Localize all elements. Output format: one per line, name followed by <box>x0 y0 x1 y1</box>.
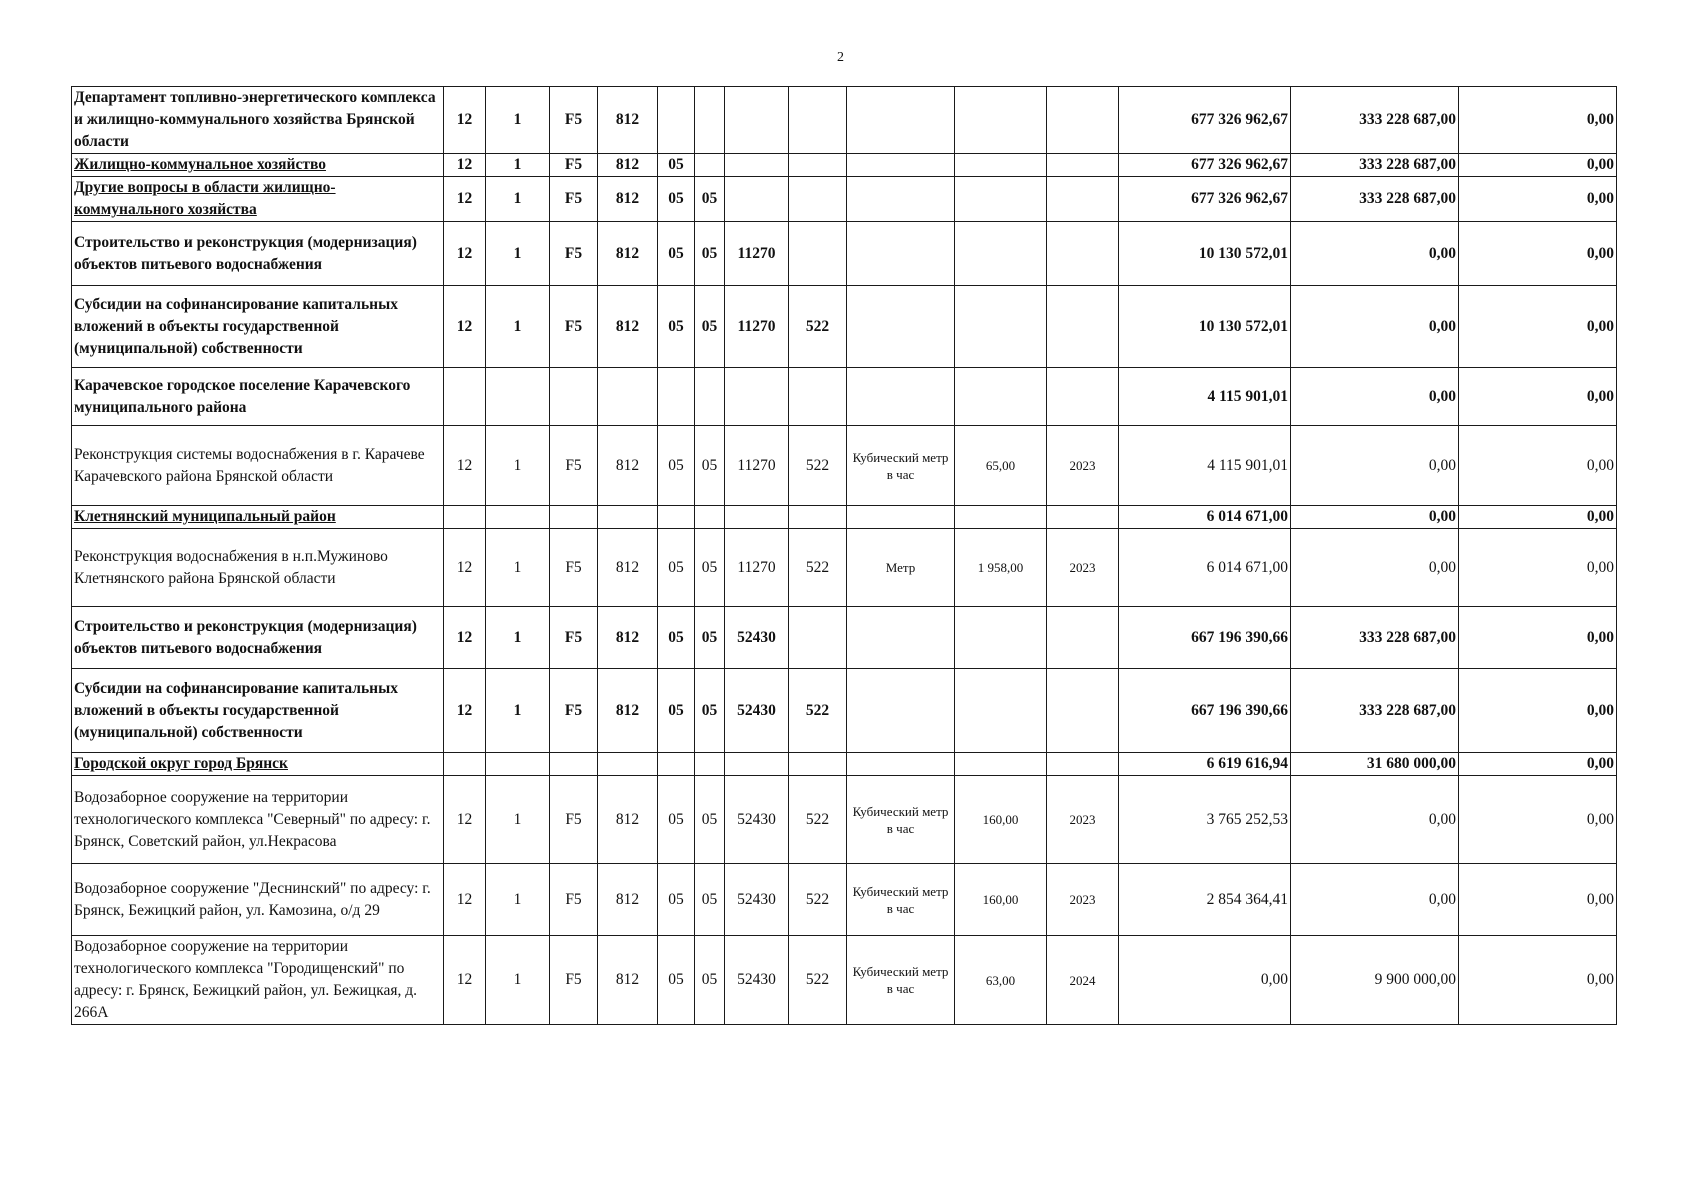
cell-c7: 11270 <box>725 426 789 506</box>
cell-c7: 52430 <box>725 936 789 1025</box>
cell-c5: 05 <box>658 529 695 607</box>
cell-v2: 333 228 687,00 <box>1291 177 1459 222</box>
cell-unit <box>847 177 955 222</box>
cell-v2: 0,00 <box>1291 776 1459 864</box>
cell-c2: 1 <box>486 936 550 1025</box>
cell-capacity <box>955 286 1047 368</box>
cell-name: Водозаборное сооружение "Деснинский" по адресу: г. Брянск, Бежицкий район, ул. Камозина, о/д 29 <box>72 864 444 936</box>
cell-v2: 0,00 <box>1291 864 1459 936</box>
cell-c3: F5 <box>550 286 598 368</box>
cell-name: Субсидии на софинансирование капитальных вложений в объекты государственной (муниципальной) собственности <box>72 286 444 368</box>
cell-c8 <box>789 177 847 222</box>
cell-c4: 812 <box>598 222 658 286</box>
cell-name: Клетнянский муниципальный район <box>72 506 444 529</box>
table-row <box>72 607 1617 669</box>
table-row <box>72 177 1617 222</box>
cell-name: Субсидии на софинансирование капитальных вложений в объекты государственной (муниципальной) собственности <box>72 669 444 753</box>
cell-capacity <box>955 669 1047 753</box>
cell-v2: 333 228 687,00 <box>1291 154 1459 177</box>
cell-unit <box>847 154 955 177</box>
cell-name: Карачевское городское поселение Карачевского муниципального района <box>72 368 444 426</box>
cell-year <box>1047 222 1119 286</box>
cell-c1: 12 <box>444 669 486 753</box>
cell-year <box>1047 154 1119 177</box>
cell-v1: 667 196 390,66 <box>1119 669 1291 753</box>
cell-c2: 1 <box>486 154 550 177</box>
cell-c4 <box>598 368 658 426</box>
cell-unit <box>847 669 955 753</box>
cell-c5: 05 <box>658 177 695 222</box>
cell-c8 <box>789 222 847 286</box>
cell-v3: 0,00 <box>1459 864 1617 936</box>
cell-v3: 0,00 <box>1459 753 1617 776</box>
cell-c8 <box>789 368 847 426</box>
table-row <box>72 753 1617 776</box>
cell-c4 <box>598 506 658 529</box>
cell-c5 <box>658 753 695 776</box>
cell-c8: 522 <box>789 864 847 936</box>
cell-v2: 0,00 <box>1291 368 1459 426</box>
cell-c6: 05 <box>695 222 725 286</box>
cell-name: Водозаборное сооружение на территории технологического комплекса "Городищенский" по адресу: г. Брянск, Бежицкий район, ул. Бежицкая, д. 266А <box>72 936 444 1025</box>
cell-v3: 0,00 <box>1459 368 1617 426</box>
cell-c7 <box>725 368 789 426</box>
cell-c3 <box>550 506 598 529</box>
cell-c5: 05 <box>658 426 695 506</box>
cell-c3: F5 <box>550 669 598 753</box>
cell-c3: F5 <box>550 426 598 506</box>
cell-v3: 0,00 <box>1459 222 1617 286</box>
cell-c8 <box>789 607 847 669</box>
cell-c1 <box>444 753 486 776</box>
cell-capacity: 160,00 <box>955 776 1047 864</box>
cell-c2: 1 <box>486 426 550 506</box>
cell-c8: 522 <box>789 426 847 506</box>
cell-c3: F5 <box>550 222 598 286</box>
cell-year <box>1047 87 1119 154</box>
table-row <box>72 506 1617 529</box>
table-row <box>72 776 1617 864</box>
cell-c3: F5 <box>550 177 598 222</box>
cell-c4: 812 <box>598 177 658 222</box>
cell-c1: 12 <box>444 177 486 222</box>
cell-c3: F5 <box>550 776 598 864</box>
cell-year <box>1047 607 1119 669</box>
cell-c2: 1 <box>486 222 550 286</box>
cell-c6: 05 <box>695 426 725 506</box>
cell-c1: 12 <box>444 776 486 864</box>
cell-c1: 12 <box>444 426 486 506</box>
cell-v1: 677 326 962,67 <box>1119 87 1291 154</box>
cell-c8: 522 <box>789 936 847 1025</box>
cell-v1: 2 854 364,41 <box>1119 864 1291 936</box>
cell-c1: 12 <box>444 286 486 368</box>
cell-c4: 812 <box>598 669 658 753</box>
cell-v3: 0,00 <box>1459 776 1617 864</box>
cell-c4: 812 <box>598 864 658 936</box>
cell-c2: 1 <box>486 529 550 607</box>
cell-c1: 12 <box>444 936 486 1025</box>
cell-c1: 12 <box>444 222 486 286</box>
cell-c6: 05 <box>695 936 725 1025</box>
cell-v3: 0,00 <box>1459 669 1617 753</box>
cell-c5: 05 <box>658 936 695 1025</box>
cell-c4: 812 <box>598 936 658 1025</box>
cell-year: 2023 <box>1047 426 1119 506</box>
cell-capacity <box>955 177 1047 222</box>
cell-v1: 10 130 572,01 <box>1119 286 1291 368</box>
cell-year: 2023 <box>1047 864 1119 936</box>
cell-c6: 05 <box>695 286 725 368</box>
cell-c2: 1 <box>486 669 550 753</box>
cell-unit: Кубический метр в час <box>847 864 955 936</box>
cell-name: Реконструкция системы водоснабжения в г. Карачеве Карачевского района Брянской области <box>72 426 444 506</box>
table-row <box>72 864 1617 936</box>
cell-unit: Кубический метр в час <box>847 936 955 1025</box>
cell-c5: 05 <box>658 154 695 177</box>
cell-c3: F5 <box>550 607 598 669</box>
cell-c6 <box>695 368 725 426</box>
cell-name: Реконструкция водоснабжения в н.п.Мужиново Клетнянского района Брянской области <box>72 529 444 607</box>
cell-c5: 05 <box>658 222 695 286</box>
cell-year: 2024 <box>1047 936 1119 1025</box>
cell-c6: 05 <box>695 607 725 669</box>
cell-c6 <box>695 506 725 529</box>
cell-v2: 0,00 <box>1291 286 1459 368</box>
cell-capacity: 1 958,00 <box>955 529 1047 607</box>
cell-year <box>1047 506 1119 529</box>
cell-v3: 0,00 <box>1459 506 1617 529</box>
cell-c5: 05 <box>658 286 695 368</box>
cell-c8 <box>789 87 847 154</box>
cell-v2: 0,00 <box>1291 506 1459 529</box>
cell-v2: 0,00 <box>1291 222 1459 286</box>
cell-v1: 0,00 <box>1119 936 1291 1025</box>
cell-c4: 812 <box>598 154 658 177</box>
cell-v1: 4 115 901,01 <box>1119 368 1291 426</box>
cell-year: 2023 <box>1047 529 1119 607</box>
cell-c7: 52430 <box>725 607 789 669</box>
cell-c7 <box>725 154 789 177</box>
cell-v2: 333 228 687,00 <box>1291 87 1459 154</box>
cell-c5: 05 <box>658 607 695 669</box>
cell-year <box>1047 753 1119 776</box>
cell-c3: F5 <box>550 529 598 607</box>
cell-c2: 1 <box>486 864 550 936</box>
table-row <box>72 286 1617 368</box>
cell-c5 <box>658 87 695 154</box>
cell-c4: 812 <box>598 529 658 607</box>
cell-c7 <box>725 177 789 222</box>
cell-c3: F5 <box>550 936 598 1025</box>
cell-c1: 12 <box>444 607 486 669</box>
cell-v3: 0,00 <box>1459 154 1617 177</box>
cell-c3 <box>550 368 598 426</box>
cell-unit <box>847 222 955 286</box>
cell-c2: 1 <box>486 87 550 154</box>
cell-name: Жилищно-коммунальное хозяйство <box>72 154 444 177</box>
cell-capacity <box>955 753 1047 776</box>
page-number: 2 <box>837 50 844 65</box>
table-row <box>72 87 1617 154</box>
cell-c7 <box>725 87 789 154</box>
cell-c3: F5 <box>550 864 598 936</box>
cell-c6: 05 <box>695 669 725 753</box>
table-row <box>72 669 1617 753</box>
cell-c2: 1 <box>486 776 550 864</box>
cell-v3: 0,00 <box>1459 286 1617 368</box>
cell-c1: 12 <box>444 154 486 177</box>
cell-c1: 12 <box>444 864 486 936</box>
cell-v3: 0,00 <box>1459 607 1617 669</box>
cell-c6: 05 <box>695 864 725 936</box>
cell-c8: 522 <box>789 529 847 607</box>
cell-c3: F5 <box>550 87 598 154</box>
cell-c4: 812 <box>598 426 658 506</box>
cell-capacity <box>955 154 1047 177</box>
cell-v1: 677 326 962,67 <box>1119 177 1291 222</box>
cell-c6: 05 <box>695 776 725 864</box>
cell-v1: 6 014 671,00 <box>1119 529 1291 607</box>
cell-c2: 1 <box>486 607 550 669</box>
cell-unit: Кубический метр в час <box>847 776 955 864</box>
cell-c7: 52430 <box>725 669 789 753</box>
table-row <box>72 222 1617 286</box>
cell-v3: 0,00 <box>1459 426 1617 506</box>
cell-c1: 12 <box>444 529 486 607</box>
cell-c7: 11270 <box>725 286 789 368</box>
table-row <box>72 936 1617 1025</box>
cell-name: Другие вопросы в области жилищно-коммунального хозяйства <box>72 177 444 222</box>
cell-c2 <box>486 506 550 529</box>
cell-v2: 0,00 <box>1291 529 1459 607</box>
cell-unit <box>847 368 955 426</box>
cell-c4: 812 <box>598 607 658 669</box>
cell-year <box>1047 286 1119 368</box>
cell-capacity: 65,00 <box>955 426 1047 506</box>
cell-c5 <box>658 506 695 529</box>
cell-unit <box>847 607 955 669</box>
cell-c8: 522 <box>789 286 847 368</box>
cell-c7: 11270 <box>725 529 789 607</box>
cell-year <box>1047 669 1119 753</box>
cell-c6 <box>695 753 725 776</box>
cell-v1: 6 014 671,00 <box>1119 506 1291 529</box>
cell-c3 <box>550 753 598 776</box>
cell-v2: 31 680 000,00 <box>1291 753 1459 776</box>
cell-unit <box>847 87 955 154</box>
cell-unit <box>847 286 955 368</box>
cell-capacity <box>955 222 1047 286</box>
cell-c1 <box>444 506 486 529</box>
cell-capacity <box>955 506 1047 529</box>
cell-v1: 4 115 901,01 <box>1119 426 1291 506</box>
cell-unit: Метр <box>847 529 955 607</box>
cell-year <box>1047 368 1119 426</box>
cell-v3: 0,00 <box>1459 936 1617 1025</box>
cell-year <box>1047 177 1119 222</box>
cell-c1: 12 <box>444 87 486 154</box>
table-row <box>72 529 1617 607</box>
cell-capacity <box>955 87 1047 154</box>
cell-c5: 05 <box>658 864 695 936</box>
cell-c4 <box>598 753 658 776</box>
cell-unit: Кубический метр в час <box>847 426 955 506</box>
cell-c2: 1 <box>486 286 550 368</box>
cell-capacity: 63,00 <box>955 936 1047 1025</box>
cell-c6 <box>695 154 725 177</box>
cell-c4: 812 <box>598 776 658 864</box>
cell-c7 <box>725 506 789 529</box>
cell-c7 <box>725 753 789 776</box>
cell-capacity: 160,00 <box>955 864 1047 936</box>
cell-unit <box>847 506 955 529</box>
cell-c2: 1 <box>486 177 550 222</box>
cell-name: Департамент топливно-энергетического комплекса и жилищно-коммунального хозяйства Брянской области <box>72 87 444 154</box>
cell-c4: 812 <box>598 286 658 368</box>
cell-v1: 6 619 616,94 <box>1119 753 1291 776</box>
cell-c5: 05 <box>658 669 695 753</box>
table-row <box>72 154 1617 177</box>
cell-c8: 522 <box>789 669 847 753</box>
table-row <box>72 426 1617 506</box>
cell-v2: 333 228 687,00 <box>1291 669 1459 753</box>
cell-name: Строительство и реконструкция (модернизация) объектов питьевого водоснабжения <box>72 607 444 669</box>
cell-c6: 05 <box>695 529 725 607</box>
cell-v3: 0,00 <box>1459 87 1617 154</box>
cell-c8 <box>789 506 847 529</box>
cell-c8 <box>789 753 847 776</box>
cell-v3: 0,00 <box>1459 177 1617 222</box>
cell-c1 <box>444 368 486 426</box>
cell-capacity <box>955 368 1047 426</box>
table-body <box>72 87 1617 1025</box>
cell-v1: 677 326 962,67 <box>1119 154 1291 177</box>
cell-v2: 9 900 000,00 <box>1291 936 1459 1025</box>
cell-name: Городской округ город Брянск <box>72 753 444 776</box>
cell-unit <box>847 753 955 776</box>
cell-c5 <box>658 368 695 426</box>
cell-capacity <box>955 607 1047 669</box>
cell-v2: 333 228 687,00 <box>1291 607 1459 669</box>
cell-v3: 0,00 <box>1459 529 1617 607</box>
cell-name: Водозаборное сооружение на территории технологического комплекса "Северный" по адресу: г. Брянск, Советский район, ул.Некрасова <box>72 776 444 864</box>
cell-c7: 52430 <box>725 864 789 936</box>
cell-c8: 522 <box>789 776 847 864</box>
cell-c6 <box>695 87 725 154</box>
cell-v1: 667 196 390,66 <box>1119 607 1291 669</box>
cell-year: 2023 <box>1047 776 1119 864</box>
cell-c3: F5 <box>550 154 598 177</box>
cell-c7: 11270 <box>725 222 789 286</box>
cell-c8 <box>789 154 847 177</box>
cell-c2 <box>486 753 550 776</box>
cell-c7: 52430 <box>725 776 789 864</box>
table-row <box>72 368 1617 426</box>
cell-name: Строительство и реконструкция (модернизация) объектов питьевого водоснабжения <box>72 222 444 286</box>
cell-c4: 812 <box>598 87 658 154</box>
budget-table <box>71 86 1617 1025</box>
cell-v2: 0,00 <box>1291 426 1459 506</box>
cell-c2 <box>486 368 550 426</box>
cell-v1: 10 130 572,01 <box>1119 222 1291 286</box>
cell-v1: 3 765 252,53 <box>1119 776 1291 864</box>
cell-c6: 05 <box>695 177 725 222</box>
cell-c5: 05 <box>658 776 695 864</box>
